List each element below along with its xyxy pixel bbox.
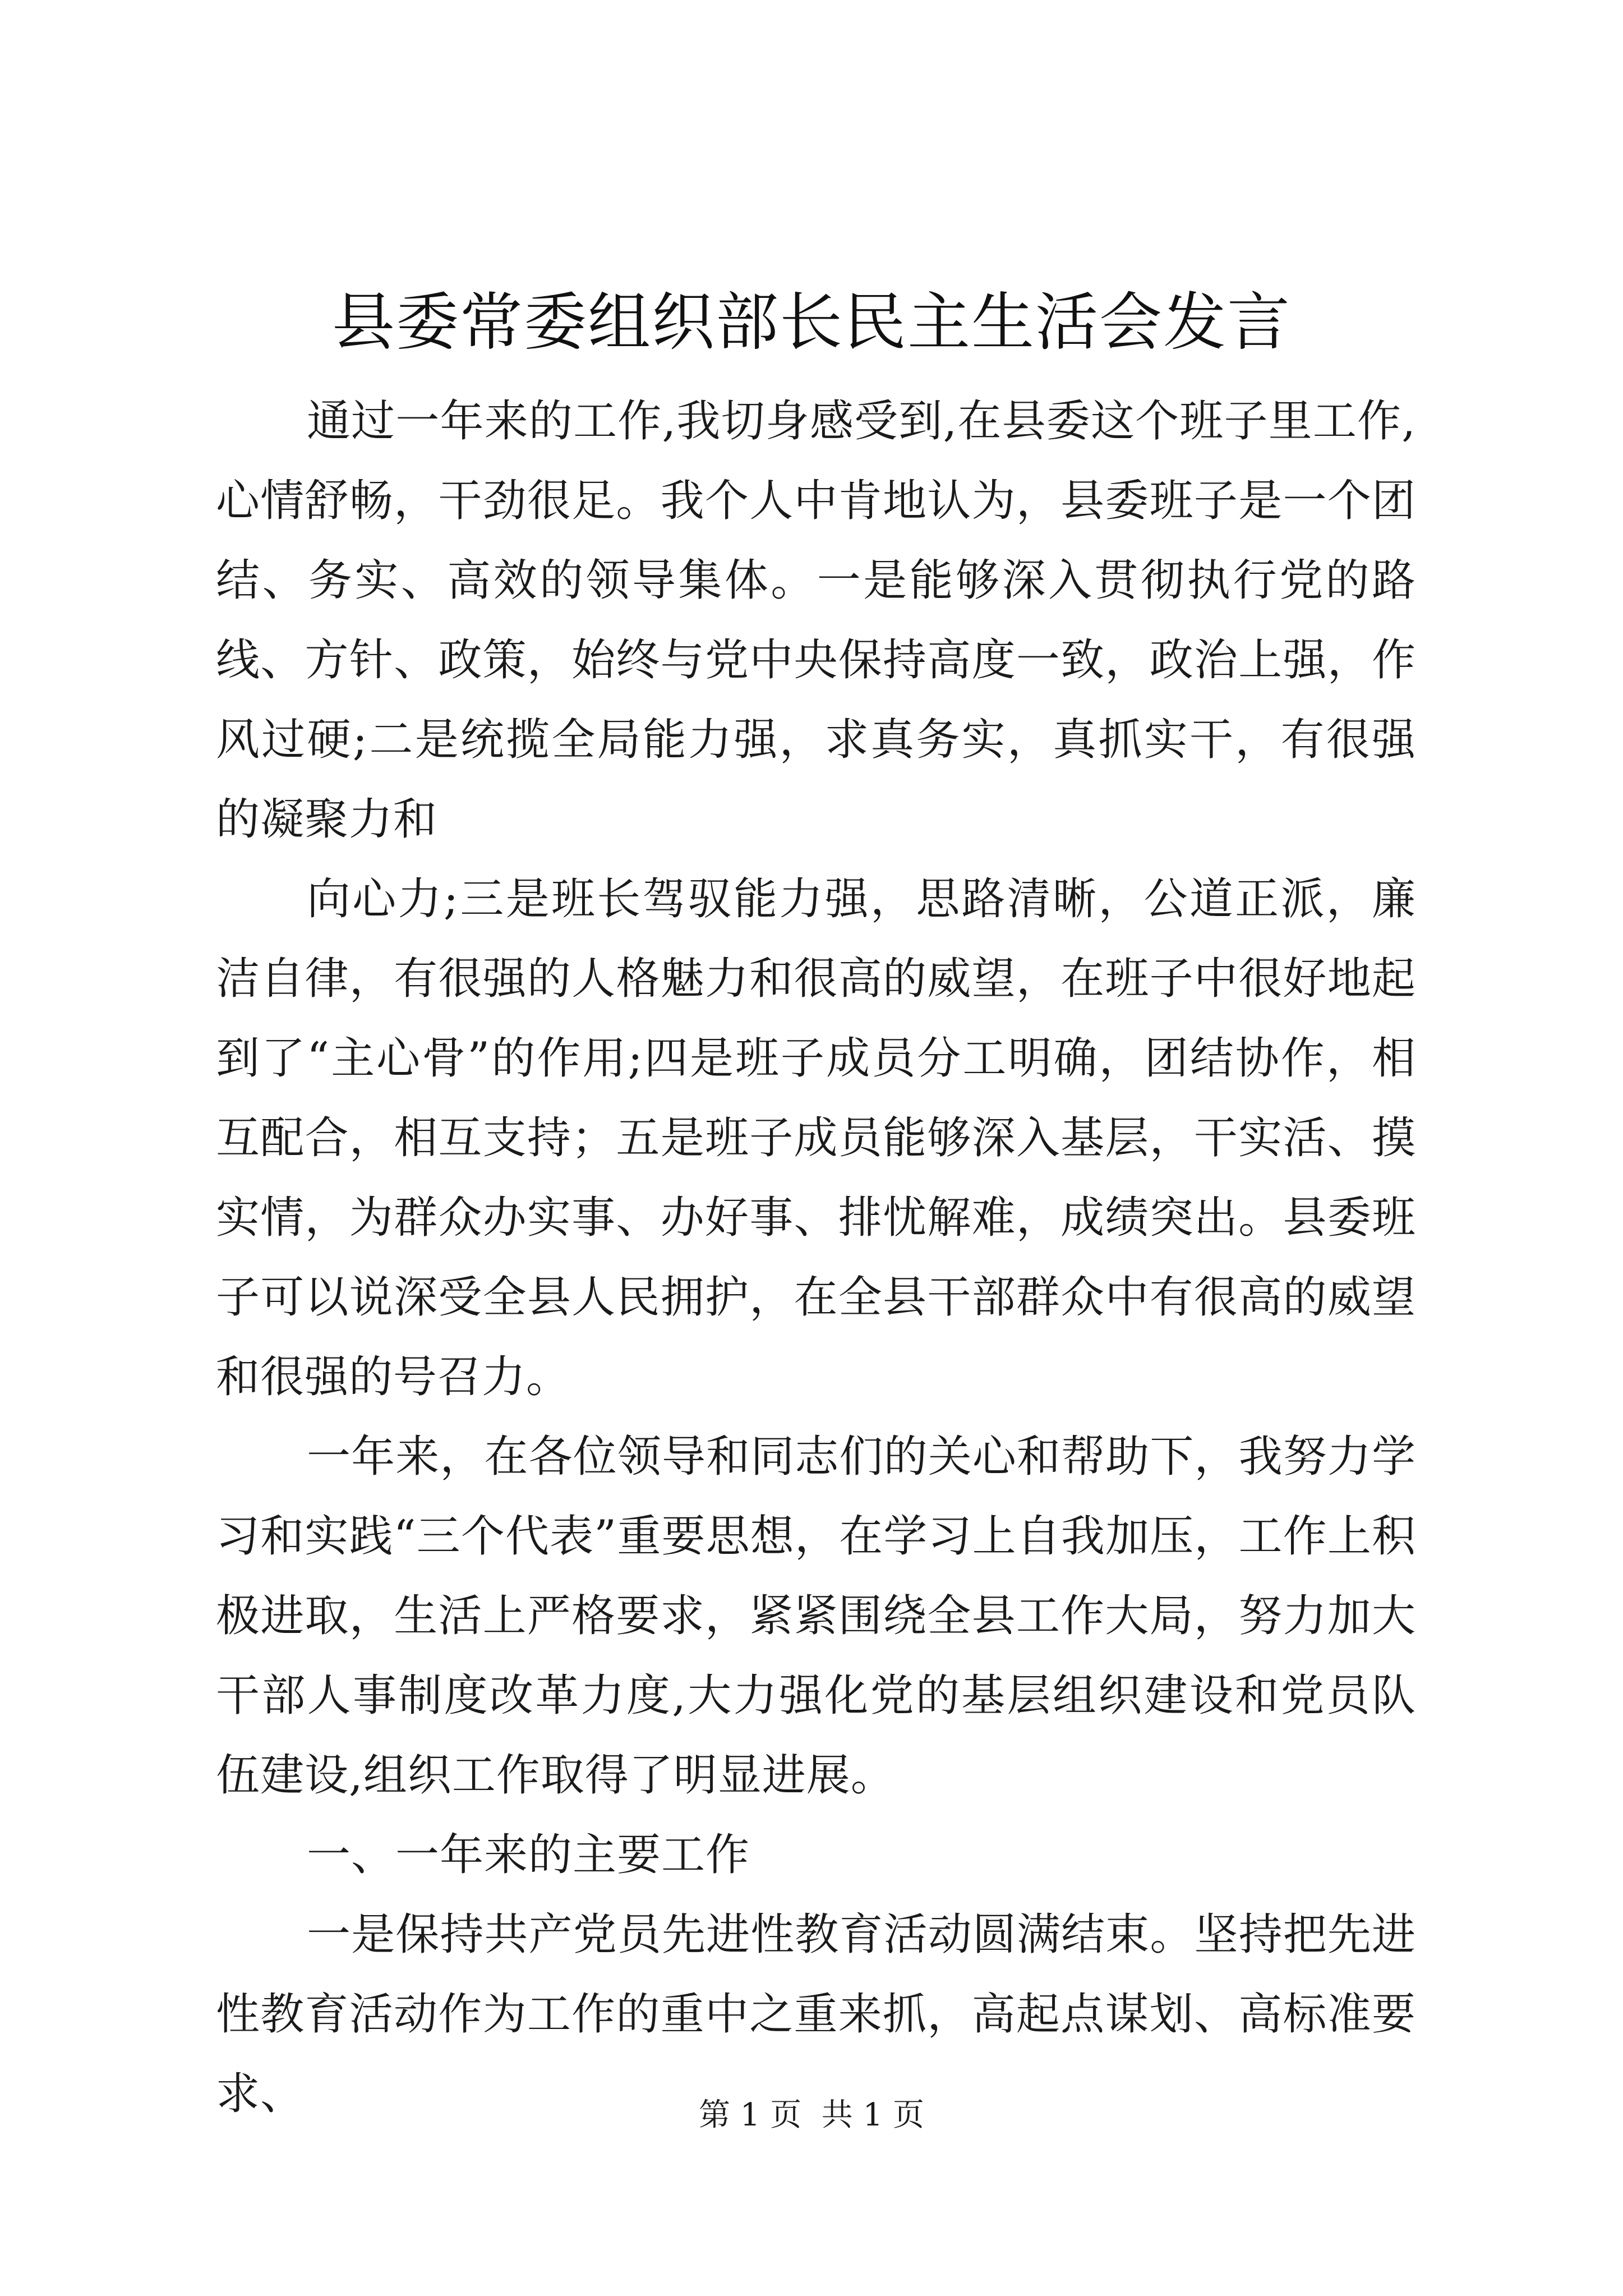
body-paragraph-2: 向心力;三是班长驾驭能力强，思路清晰，公道正派，廉洁自律，有很强的人格魅力和很高的威望，在班子中很好地起到了“主心骨”的作用;四是班子成员分工明确，团结协作，相互配合，相互支持；五是班子成员能够深入基层，干实活、摸实情，为群众办实事、办好事、排忧解难，成绩突出。县委班子可以说深受全县人民拥护，在全县干部群众中有很高的威望和很强的号召力。 [216,874,1416,1402]
page-number-label: 第 1 页 共 1 页 [698,2097,925,2133]
document-title: 县委常委组织部长民主生活会发言 [332,286,1291,359]
section-heading: 一、一年来的主要工作 [307,1830,750,1880]
page-footer [0,2096,1623,2135]
section-paragraph-1: 一是保持共产党员先进性教育活动圆满结束。坚持把先进性教育活动作为工作的重中之重来抓，高起点谋划、高标准要求、 [216,1910,1416,2119]
document-body [216,381,1416,2134]
body-paragraph-3: 一年来，在各位领导和同志们的关心和帮助下，我努力学习和实践“三个代表”重要思想，在学习上自我加压，工作上积极进取，生活上严格要求，紧紧围绕全县工作大局，努力加大干部人事制度改革力度,大力强化党的基层组织建设和党员队伍建设,组织工作取得了明显进展。 [216,1432,1416,1801]
body-paragraph-1: 通过一年来的工作,我切身感受到,在县委这个班子里工作,心情舒畅，干劲很足。我个人中肯地认为，县委班子是一个团结、务实、高效的领导集体。一是能够深入贯彻执行党的路线、方针、政策，始终与党中央保持高度一致，政治上强，作风过硬;二是统揽全局能力强，求真务实，真抓实干，有很强的凝聚力和 [216,396,1416,845]
